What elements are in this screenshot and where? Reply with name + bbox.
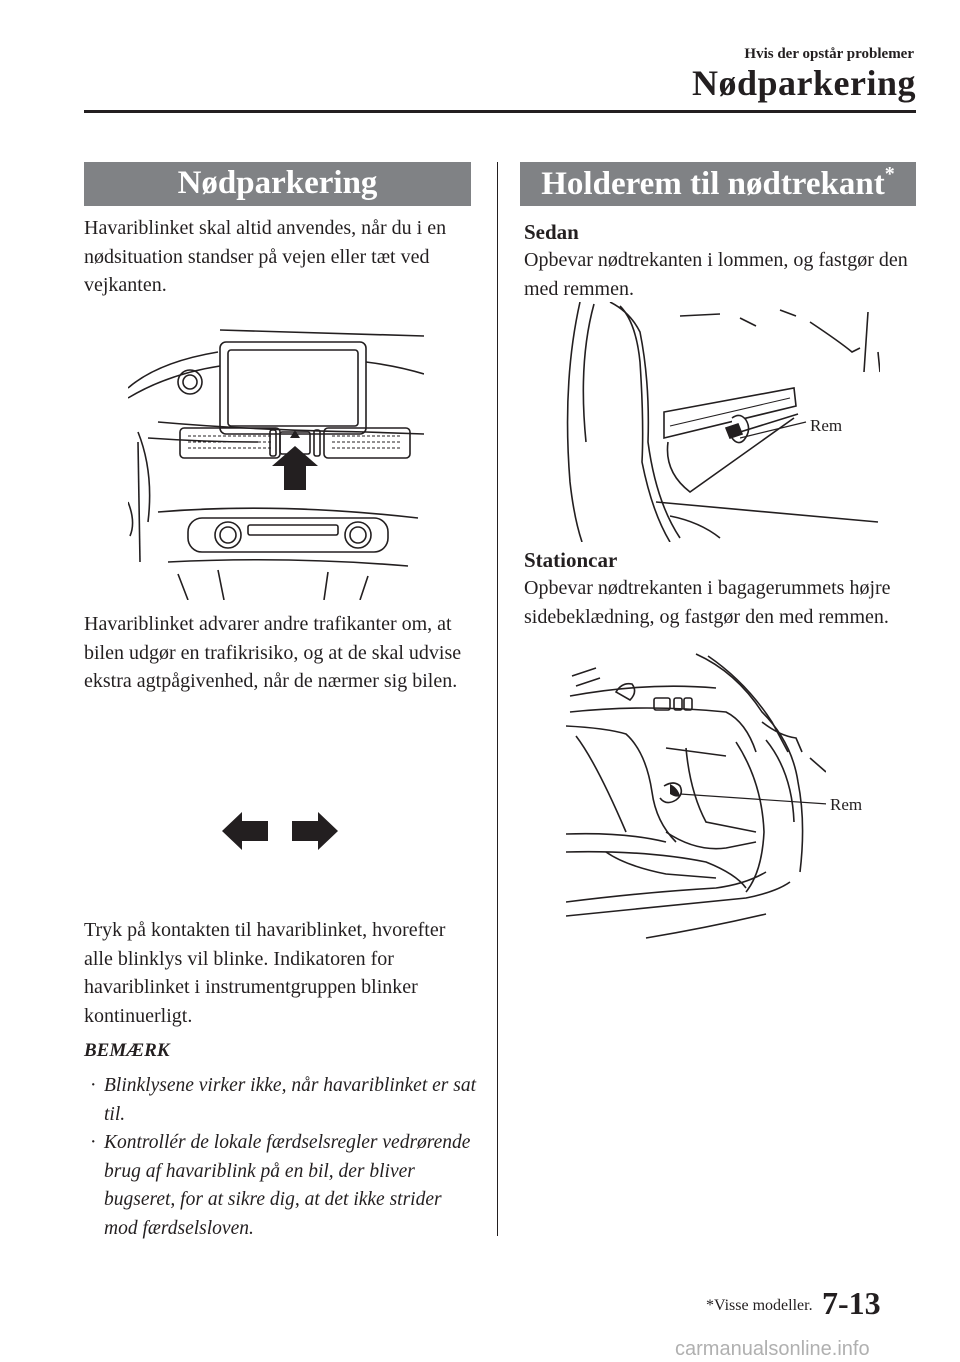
watermark: carmanualsonline.info — [675, 1338, 870, 1360]
hazard-arrows-icon — [222, 812, 338, 850]
stationcar-heading: Stationcar — [524, 548, 618, 572]
sedan-callout-line — [740, 400, 810, 440]
hazard-warning-paragraph: Havariblinket advarer andre trafikanter om, at bilen udgør en trafikrisiko, og at de skal udvise ekstra agtpågivenhed, når de nærmer sig bilen. — [84, 613, 462, 692]
sedan-paragraph: Opbevar nødtrekanten i lommen, og fastgør den med remmen. — [524, 249, 908, 300]
footnote: *Visse modeller. — [706, 1297, 813, 1314]
page-title: Nødparkering — [691, 63, 916, 103]
section-heading-triangle-strap: Holderem til nødtrekant* — [520, 162, 916, 206]
note-title: BEMÆRK — [84, 1040, 170, 1061]
note-list — [84, 1072, 479, 1243]
stationcar-trunk-illustration — [566, 652, 826, 948]
chapter-title: Hvis der opstår problemer — [744, 46, 914, 62]
note-item: · Blinklysene virker ikke, når havariblinket er sat til. — [90, 1075, 477, 1125]
sedan-heading: Sedan — [524, 220, 579, 244]
dashboard-hazard-switch-illustration — [128, 322, 424, 600]
stationcar-paragraph: Opbevar nødtrekanten i bagagerummets højre sidebeklædning, og fastgør den med remmen. — [524, 577, 891, 628]
stationcar-strap-callout: Rem — [830, 795, 863, 814]
instruction-paragraph: Tryk på kontakten til havariblinket, hvorefter alle blinklys vil blinke. Indikatoren for havariblinket i instrumentgruppen blinker kontinuerligt. — [84, 919, 446, 1027]
section-heading-emergency-parking: Nødparkering — [84, 162, 471, 206]
intro-paragraph: Havariblinket skal altid anvendes, når du i en nødsituation standser på vejen eller tæt ved vejkanten. — [84, 217, 447, 296]
page-number: 7-13 — [822, 1285, 881, 1321]
sedan-strap-callout: Rem — [810, 416, 843, 435]
header-rule — [84, 110, 916, 113]
note-item: · Kontrollér de lokale færdselsregler vedrørende brug af havariblink på en bil, der bliver bugseret, for at sikre dig, at det ikke strider mod færdselsloven. — [90, 1132, 471, 1239]
column-divider — [497, 162, 498, 1236]
